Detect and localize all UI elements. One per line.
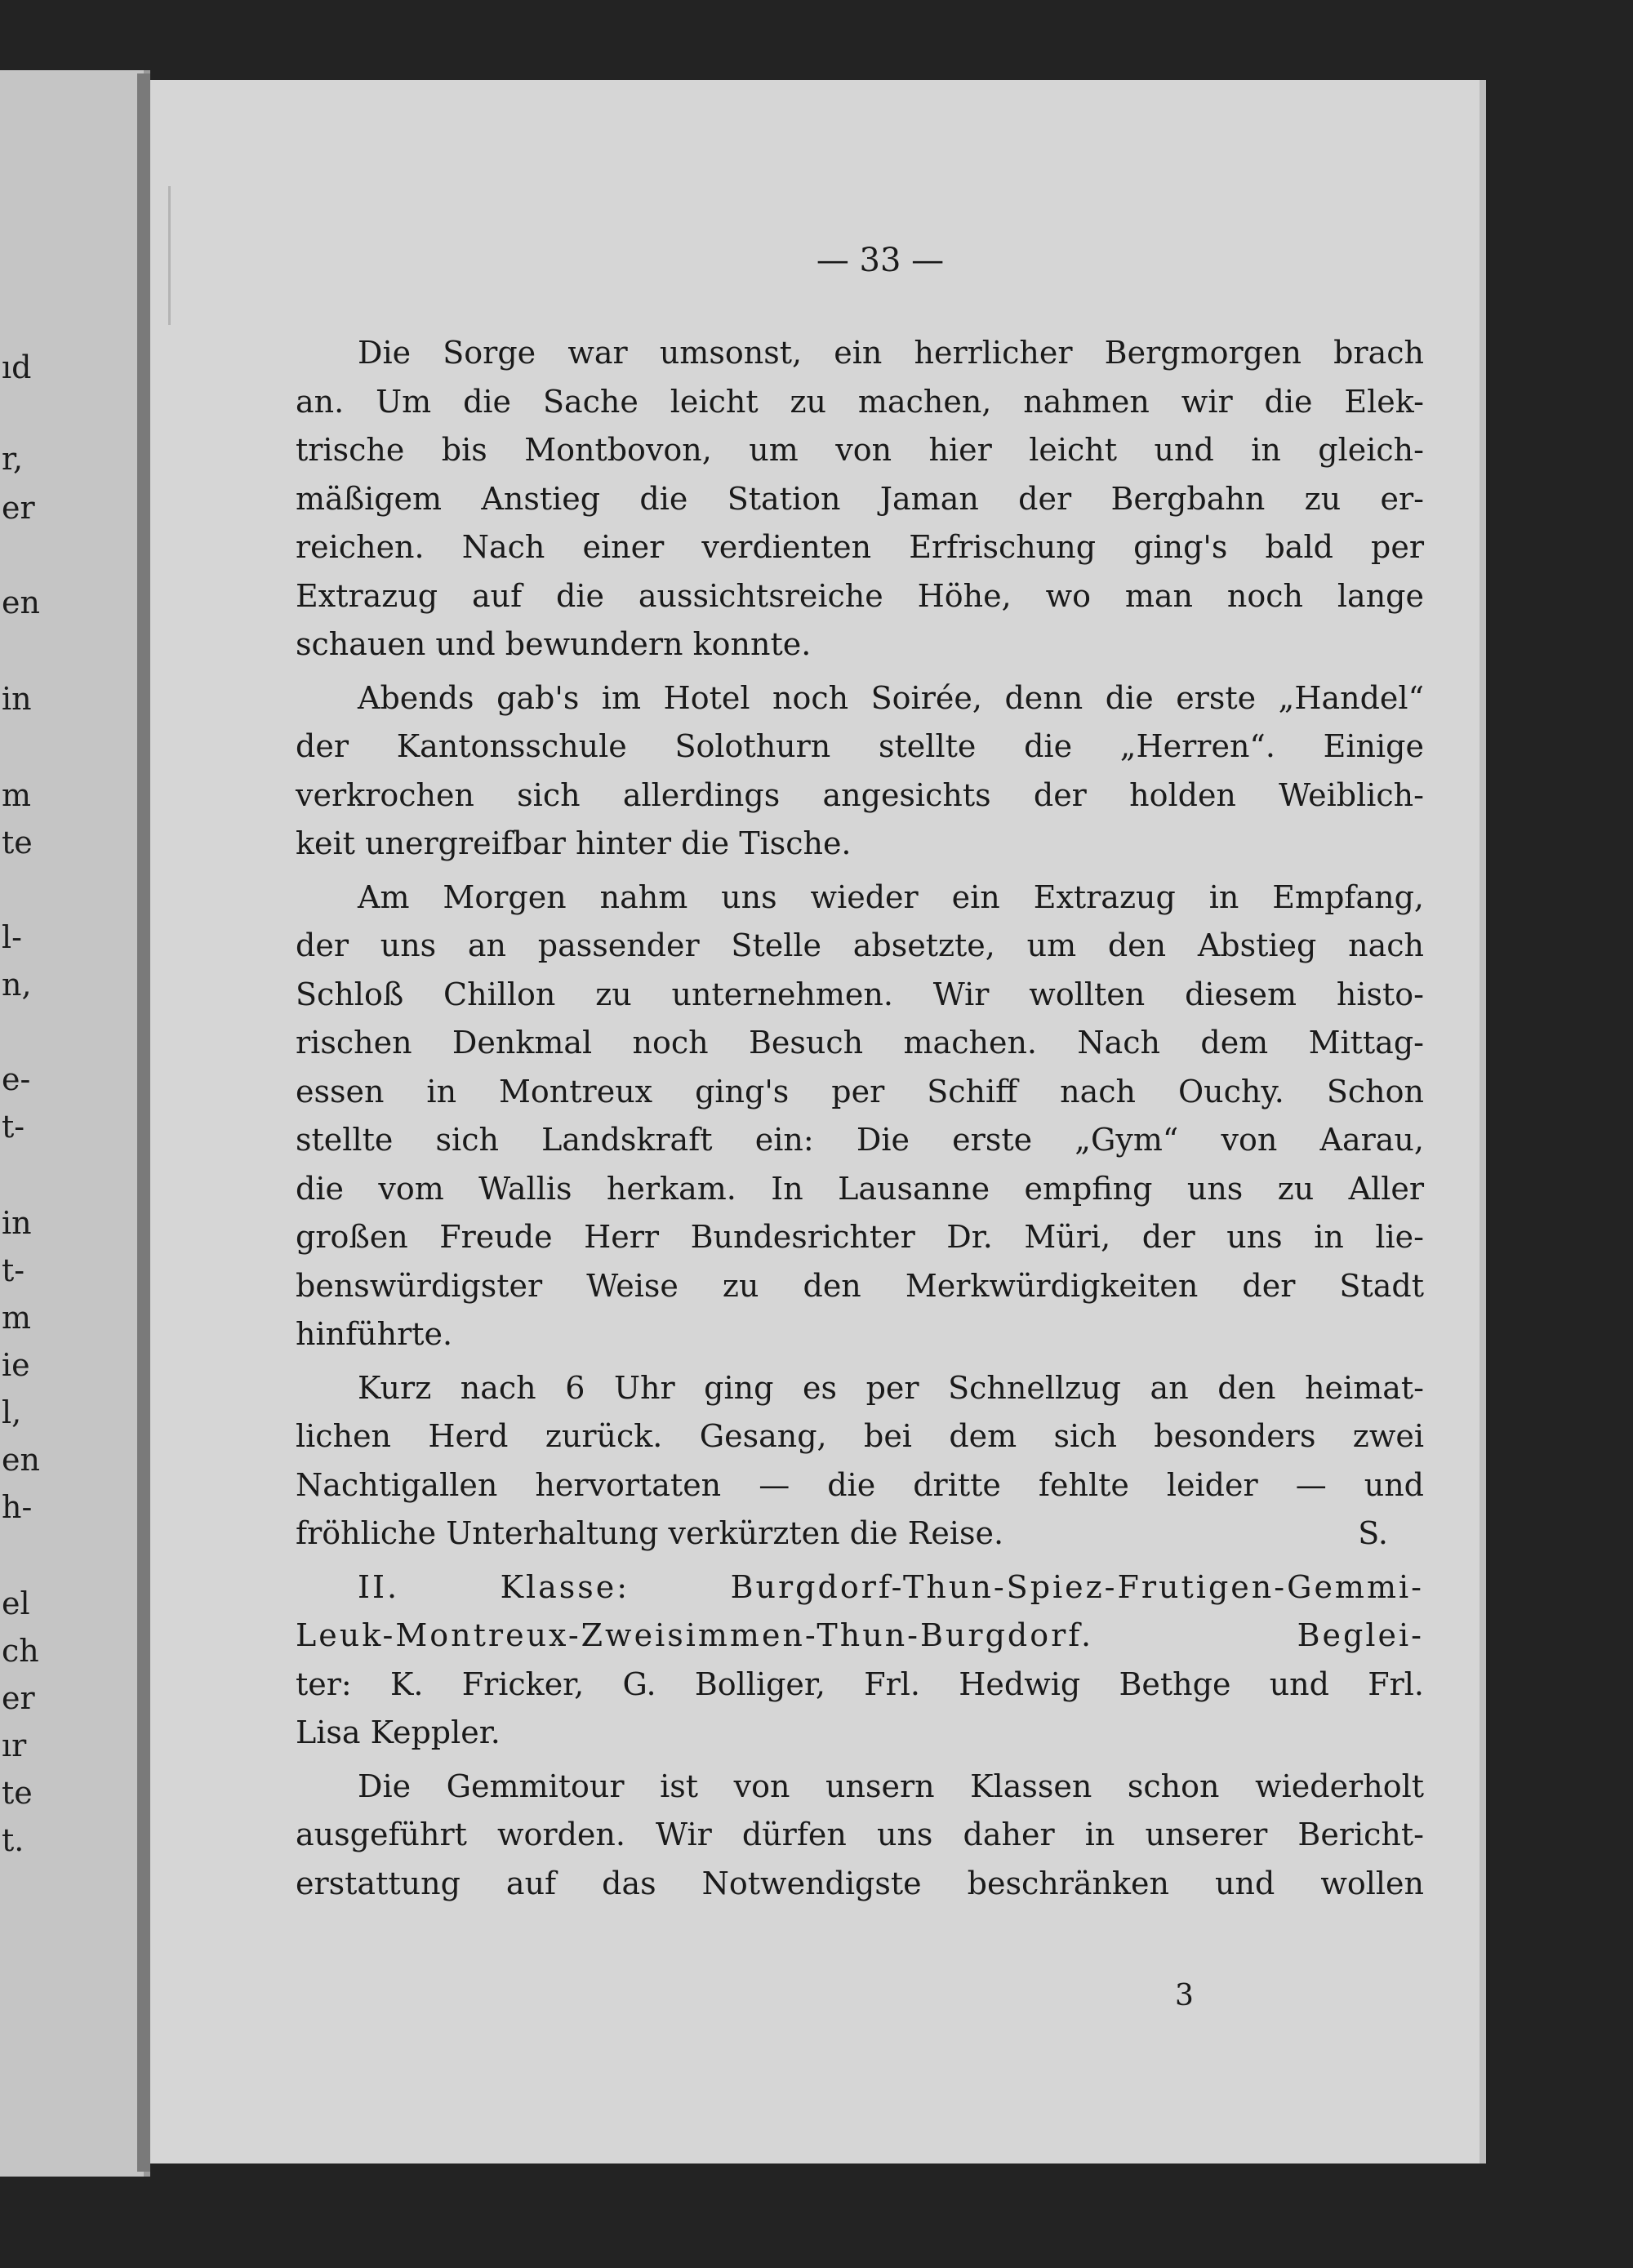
left-page-fragment: en: [2, 585, 40, 620]
text-line: Extrazug auf die aussichtsreiche Höhe, wo man noch lange: [296, 577, 1424, 614]
left-page-fragment: h-: [2, 1489, 33, 1525]
text-line: essen in Montreux ging's per Schiff nach Ouchy. Schon: [296, 1073, 1424, 1110]
text-line: erstattung auf das Notwendigste beschränken und wollen: [296, 1865, 1424, 1901]
text-line: die vom Wallis herkam. In Lausanne empfing uns zu Aller: [296, 1170, 1424, 1207]
left-page-fragment: er: [2, 490, 35, 526]
left-page-fragment: ır: [2, 1728, 27, 1763]
text-line: der uns an passender Stelle absetzte, um den Abstieg nach: [296, 927, 1424, 963]
page-number: — 33 —: [816, 242, 945, 279]
left-page-fragment: t.: [2, 1822, 24, 1858]
left-page-fragment: te: [2, 825, 33, 861]
text-line: [296, 1510, 1424, 1559]
left-page-fragment: t-: [2, 1252, 25, 1288]
text-line: hinführte.: [296, 1316, 453, 1352]
book-spine: [137, 73, 150, 2172]
paragraph: [296, 1763, 1424, 1909]
author-signature: S.: [1358, 1515, 1388, 1551]
text-line: keit unergreifbar hinter die Tische.: [296, 825, 852, 861]
text-line: Abends gab's im Hotel noch Soirée, denn die erste „Handel“: [358, 679, 1424, 716]
text-line: Nachtigallen hervortaten — die dritte fehlte leider — und: [296, 1466, 1424, 1503]
text-line: Kurz nach 6 Uhr ging es per Schnellzug an den heimat-: [358, 1369, 1424, 1406]
left-page-fragment: el: [2, 1585, 30, 1621]
paragraph: [296, 674, 1424, 869]
text-line: ter: K. Fricker, G. Bolliger, Frl. Hedwig Bethge und Frl.: [296, 1665, 1424, 1702]
left-page-fragment: ch: [2, 1633, 39, 1669]
text-line: benswürdigster Weise zu den Merkwürdigkeiten der Stadt: [296, 1267, 1424, 1304]
text-line: II. Klasse: Burgdorf-Thun-Spiez-Frutigen-Gemmi-: [358, 1568, 1424, 1605]
left-page-fragment: l,: [2, 1394, 22, 1430]
text-line: Schloß Chillon zu unternehmen. Wir wollten diesem histo-: [296, 976, 1424, 1012]
paragraph: [296, 1563, 1424, 1758]
text-line: Am Morgen nahm uns wieder ein Extrazug in Empfang,: [358, 878, 1424, 915]
left-facing-page: [0, 70, 150, 2177]
text-line: ausgeführt worden. Wir dürfen uns daher in unserer Bericht-: [296, 1817, 1424, 1852]
text-line: reichen. Nach einer verdienten Erfrischung ging's bald per: [296, 529, 1424, 565]
text-line-content: fröhliche Unterhaltung verkürzten die Reise.: [296, 1515, 1004, 1551]
left-page-fragment: ie: [2, 1347, 30, 1383]
left-page-fragment: l-: [2, 919, 22, 955]
paragraph: [296, 1364, 1424, 1559]
paragraph: [296, 874, 1424, 1359]
text-line: Die Sorge war umsonst, ein herrlicher Bergmorgen brach: [358, 335, 1424, 371]
left-page-fragment: m: [2, 777, 32, 813]
left-page-fragment: e-: [2, 1061, 31, 1097]
page-body: [296, 329, 1424, 1908]
left-page-fragment: te: [2, 1775, 33, 1811]
left-page-fragment: m: [2, 1300, 32, 1336]
text-line: schauen und bewundern konnte.: [296, 626, 812, 662]
text-line: Leuk-Montreux-Zweisimmen-Thun-Burgdorf. Beglei-: [296, 1617, 1424, 1653]
text-line: Lisa Keppler.: [296, 1714, 501, 1750]
text-line: trische bis Montbovon, um von hier leicht und in gleich-: [296, 432, 1424, 468]
text-line: an. Um die Sache leicht zu machen, nahmen wir die Elek-: [296, 383, 1424, 420]
left-page-fragment: t-: [2, 1109, 25, 1145]
left-page-fragment: in: [2, 1205, 32, 1241]
left-page-fragment: ıd: [2, 349, 32, 385]
text-line: mäßigem Anstieg die Station Jaman der Bergbahn zu er-: [296, 480, 1424, 517]
text-line: stellte sich Landskraft ein: Die erste „Gym“ von Aarau,: [296, 1122, 1424, 1158]
book-page: [150, 80, 1486, 2163]
left-page-fragment: r,: [2, 441, 24, 477]
text-line: der Kantonsschule Solothurn stellte die „Herren“. Einige: [296, 728, 1424, 764]
left-page-fragment: er: [2, 1680, 35, 1716]
sheet-signature: 3: [1175, 1979, 1194, 2012]
left-page-fragment: en: [2, 1442, 40, 1478]
text-line: großen Freude Herr Bundesrichter Dr. Müri, der uns in lie-: [296, 1219, 1424, 1255]
left-page-fragment: n,: [2, 967, 32, 1003]
text-line: verkrochen sich allerdings angesichts der holden Weiblich-: [296, 776, 1424, 813]
text-line: rischen Denkmal noch Besuch machen. Nach dem Mittag-: [296, 1025, 1424, 1061]
text-line: lichen Herd zurück. Gesang, bei dem sich besonders zwei: [296, 1418, 1424, 1454]
paragraph: [296, 329, 1424, 669]
text-line: Die Gemmitour ist von unsern Klassen schon wiederholt: [358, 1768, 1424, 1804]
left-page-fragment: in: [2, 681, 32, 717]
